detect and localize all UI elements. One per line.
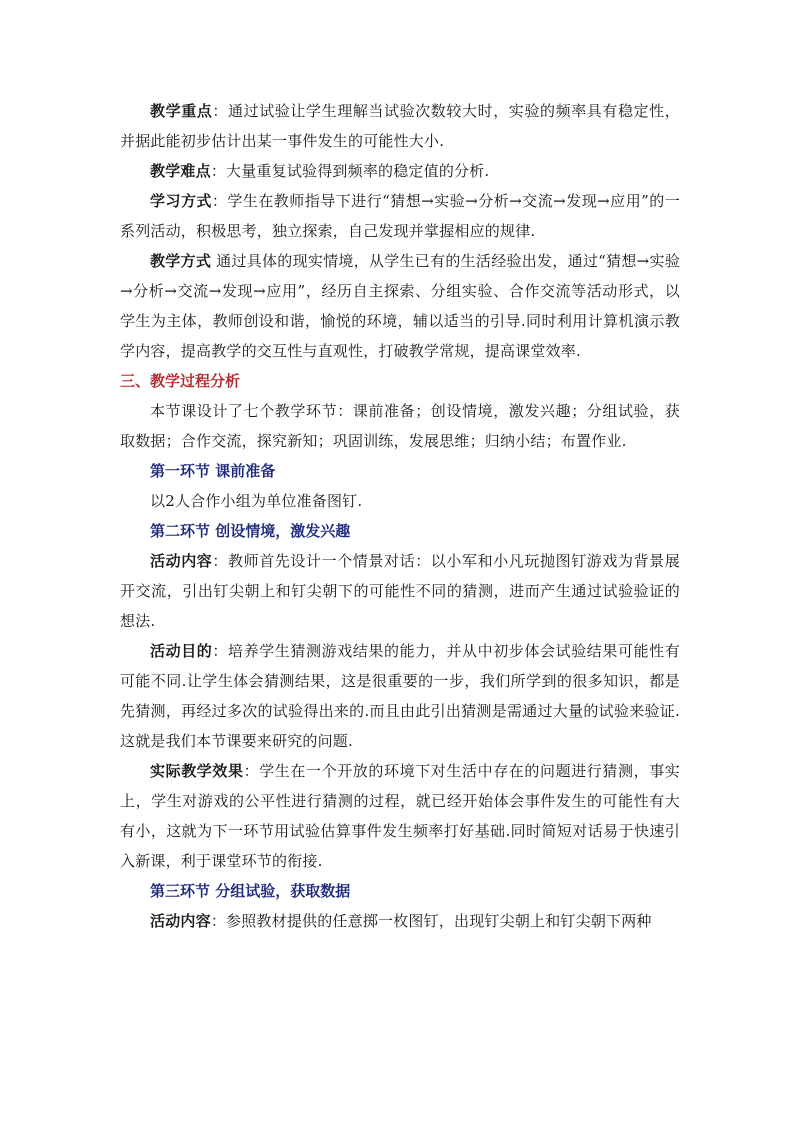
teaching-method-paragraph xyxy=(120,246,680,366)
stage-3-content-paragraph xyxy=(120,906,680,936)
stage-1-text: 以2人合作小组为单位准备图钉. xyxy=(150,492,363,510)
stage-2-content-text: ：教师首先设计一个情景对话：以小军和小凡玩抛图钉游戏为背景展开交流，引出钉尖朝上和钉尖朝下的可能性不同的猜测，进而产生通过试验验证的想法. xyxy=(120,552,680,630)
teaching-focus-label: 教学重点 xyxy=(150,102,213,120)
teaching-difficulty-text: ：大量重复试验得到频率的稳定值的分析. xyxy=(210,162,490,180)
stage-2-content-label: 活动内容 xyxy=(150,552,213,570)
stage-3-content-label: 活动内容 xyxy=(150,912,211,930)
document-body xyxy=(120,96,680,936)
stage-2-purpose-text: ：培养学生猜测游戏结果的能力，并从中初步体会试验结果可能性有可能不同.让学生体会猜测结果，这是很重要的一步，我们所学到的很多知识，都是先猜测，再经过多次的试验得出来的.而且由此引出猜测是需通过大量的试验来验证.这就是我们本节课要来研究的问题. xyxy=(120,642,680,750)
teaching-focus-text: ：通过试验让学生理解当试验次数较大时，实验的频率具有稳定性，并据此能初步估计出某一事件发生的可能性大小. xyxy=(120,102,680,150)
learning-method-label: 学习方式 xyxy=(150,192,212,210)
teaching-difficulty-label: 教学难点 xyxy=(150,162,211,180)
section-heading: 三、教学过程分析 xyxy=(120,372,241,390)
stage-2-content-paragraph xyxy=(120,546,680,636)
stage-2-purpose-paragraph xyxy=(120,636,680,756)
stage-2-heading: 第二环节 创设情境，激发兴趣 xyxy=(150,522,351,540)
learning-method-text: ：学生在教师指导下进行“猜想→实验→分析→交流→发现→应用”的一系列活动，积极思考，独立探索，自己发现并掌握相应的规律. xyxy=(120,192,680,240)
stage-1-heading: 第一环节 课前准备 xyxy=(150,462,276,480)
stage-2-purpose-label: 活动目的 xyxy=(150,642,213,660)
stage-3-content-text: ：参照教材提供的任意掷一枚图钉，出现钉尖朝上和钉尖朝下两种 xyxy=(210,912,652,930)
stage-2-effect-label: 实际教学效果 xyxy=(150,762,244,780)
learning-method-paragraph xyxy=(120,186,680,246)
teaching-method-text: 通过具体的现实情境，从学生已有的生活经验出发，通过“猜想→实验→分析→交流→发现→应用”，经历自主探索、分组实验、合作交流等活动形式，以学生为主体，教师创设和谐，愉悦的环境，辅以适当的引导.同时利用计算机演示教学内容，提高教学的交互性与直观性，打破教学常规，提高课堂效率. xyxy=(120,252,680,360)
section-intro-paragraph: 本节课设计了七个教学环节：课前准备；创设情境，激发兴趣；分组试验，获取数据；合作交流，探究新知；巩固训练，发展思维；归纳小结；布置作业. xyxy=(120,402,680,450)
teaching-difficulty-paragraph xyxy=(120,156,680,186)
teaching-method-label: 教学方式 xyxy=(150,252,212,270)
teaching-focus-paragraph xyxy=(120,96,680,156)
stage-3-heading: 第三环节 分组试验，获取数据 xyxy=(150,882,351,900)
stage-2-effect-paragraph xyxy=(120,756,680,876)
stage-2-effect-text: ：学生在一个开放的环境下对生活中存在的问题进行猜测，事实上，学生对游戏的公平性进行猜测的过程，就已经开始体会事件发生的可能性有大有小，这就为下一环节用试验估算事件发生频率打好基础.同时简短对话易于快速引入新课，利于课堂环节的衔接. xyxy=(120,762,681,870)
